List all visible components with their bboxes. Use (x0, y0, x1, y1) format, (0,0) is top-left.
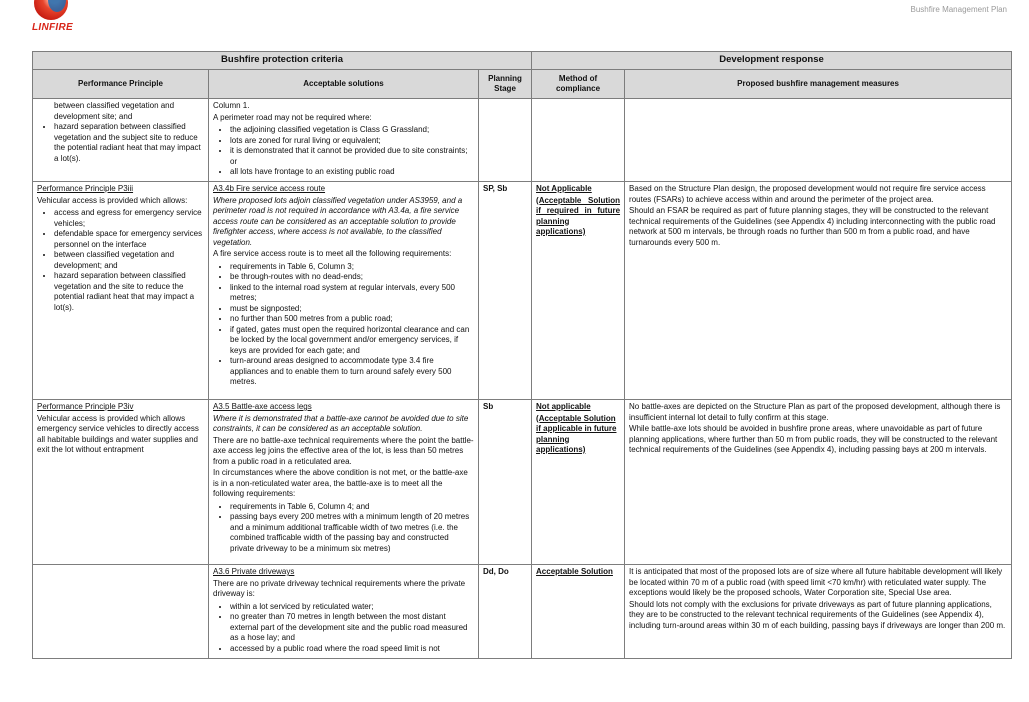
solutions-cell (209, 182, 479, 400)
group-header-response: Development response (532, 52, 1012, 70)
principle-cell (33, 182, 209, 400)
table-row (33, 99, 1012, 182)
solution-title: A3.4b Fire service access route (213, 184, 326, 193)
solution-title: A3.5 Battle-axe access legs (213, 402, 312, 411)
list-item: • requirements in Table 6, Column 4; and (230, 502, 474, 513)
method-cell (532, 565, 625, 659)
col-header-stage: Planning Stage (479, 70, 532, 99)
principle-cell (33, 400, 209, 565)
principle-title: Performance Principle P3iv (37, 402, 134, 411)
list-item: between classified vegetation and development site; and (54, 101, 175, 121)
group-header-criteria: Bushfire protection criteria (33, 52, 532, 70)
list-item: • lots are zoned for rural living or equivalent; (230, 136, 474, 147)
col-header-method: Method of compliance (532, 70, 625, 99)
measures-cell (625, 400, 1012, 565)
list-item: • if gated, gates must open the required horizontal clearance and can be locked by the local government and/or emergency services, if keys are provided for each gate; and (230, 325, 474, 357)
list-item: • access and egress for emergency service vehicles; (54, 208, 204, 229)
solution-text: A perimeter road may not be required where: (213, 112, 372, 122)
bushfire-criteria-table (32, 51, 1012, 659)
list-item: • requirements in Table 6, Column 3; (230, 262, 474, 273)
list-item: • accessed by a public road where the road speed limit is not (230, 644, 474, 655)
table-row (33, 400, 1012, 565)
list-item: • between classified vegetation and development; and (54, 250, 204, 271)
solution-text: In circumstances where the above condition is not met, or the battle-axe is in a non-reticulated water area, the battle-axe is to meet all the following requirements: (213, 468, 468, 498)
list-item: • hazard separation between classified vegetation and the subject site to reduce the potential radiant heat that may impact a lot(s). (54, 122, 204, 164)
measure-text: Based on the Structure Plan design, the proposed development would not require fire service access routes (FSARs) to achieve access within and around the perimeter of the project area. (629, 184, 986, 204)
col-header-principle: Performance Principle (33, 70, 209, 99)
solutions-cell (209, 565, 479, 659)
solutions-cell (209, 99, 479, 182)
solution-italic-text: Where proposed lots adjoin classified vegetation under AS3959, and a perimeter road is not required in accordance with A3.4a, a fire service access route can be considered as an acceptable solution to provide firefighter access, where access is not available, to the classified vegetation. (213, 195, 463, 247)
measure-text: Should lots not comply with the exclusions for private driveways as part of future planning applications, they are to be constructed to the relevant technical requirements of the Guidelines (see Appendix 4), including turn-around areas within 30 m of each building, passing bays if driveways are longer than 200 m. (629, 599, 1006, 630)
planning-stage-cell: Sb (479, 400, 532, 565)
measure-text: No battle-axes are depicted on the Structure Plan as part of the proposed development, although there is insufficient internal lot detail to fully confirm at this stage. (629, 402, 1001, 422)
principle-title: Performance Principle P3iii (37, 184, 134, 193)
principle-intro: Vehicular access is provided which allows emergency service vehicles to directly access all habitable buildings and water supplies and exit the lot without entrapment (37, 413, 199, 454)
principle-intro: Vehicular access is provided which allows: (37, 195, 188, 205)
list-item: • must be signposted; (230, 304, 474, 315)
method-text: (Acceptable Solution if required in future planning applications) (536, 195, 621, 236)
list-item: • linked to the internal road system at regular intervals, every 500 metres; (230, 283, 474, 304)
col-header-solutions: Acceptable solutions (209, 70, 479, 99)
list-item: • all lots have frontage to an existing public road (230, 167, 474, 178)
planning-stage-cell: SP, Sb (479, 182, 532, 400)
list-item: • the adjoining classified vegetation is Class G Grassland; (230, 125, 474, 136)
document-title: Bushfire Management Plan (910, 5, 1007, 14)
list-item: • within a lot serviced by reticulated water; (230, 602, 474, 613)
solution-text: There are no battle-axe technical requirements where the point the battle-axe access leg joins the effective area of the lot, is less than 50 metres from a public road in a reticulated area. (213, 435, 474, 466)
planning-stage-cell: Dd, Do (479, 565, 532, 659)
linfire-logo (30, 0, 80, 36)
method-text: Not Applicable (536, 184, 592, 193)
list-item: • defendable space for emergency services personnel on the interface (54, 229, 204, 250)
method-text: Not applicable (536, 402, 591, 411)
col-header-measures: Proposed bushfire management measures (625, 70, 1012, 99)
list-item: • it is demonstrated that it cannot be provided due to site constraints; or (230, 146, 474, 167)
list-item: • hazard separation between classified vegetation and the site to reduce the potential radiant heat that may impact a lot(s). (54, 271, 204, 313)
method-text: Acceptable Solution (536, 567, 613, 576)
solution-title: A3.6 Private driveways (213, 567, 295, 576)
measure-text: Should an FSAR be required as part of future planning stages, they will be constructed to the relevant technical requirements of the Guidelines (see Appendix 4) including interconnecting with the public road network at 500 m intervals, be through roads no further than 500 m from a public road, and have turnarounds every 500 m. (629, 206, 996, 247)
method-cell (532, 182, 625, 400)
solution-text: A fire service access route is to meet all the following requirements: (213, 249, 452, 258)
solution-text: Column 1. (213, 101, 250, 110)
list-item: • no further than 500 metres from a public road; (230, 314, 474, 325)
table-row (33, 182, 1012, 400)
measures-cell (625, 182, 1012, 400)
list-item: • passing bays every 200 metres with a minimum length of 20 metres and a minimum additional trafficable width of two metres (i.e. the combined trafficable width of the passing bay and constructed private driveway to be a minimum six metres) (230, 512, 474, 554)
table-row (33, 565, 1012, 659)
logo-text: LINFIRE (32, 22, 73, 33)
list-item: • turn-around areas designed to accommodate type 3.4 fire appliances and to enable them to turn around safely every 500 metres. (230, 356, 474, 388)
solution-text: There are no private driveway technical requirements where the private driveway is: (213, 578, 466, 598)
solution-italic-text: Where it is demonstrated that a battle-axe cannot be avoided due to site constraints, it can be considered as an acceptable solution. (213, 413, 469, 433)
measure-text: It is anticipated that most of the proposed lots are of size where all future habitable development will likely be located within 70 m of a public road (with speed limit <70 km/hr) with reticulated water supply. The exceptions would likely be the proposed schools, Water Corporation site, Special Use area. (629, 567, 1003, 597)
measures-cell (625, 565, 1012, 659)
measure-text: While battle-axe lots should be avoided in bushfire prone areas, where unavoidable as part of future planning applications, where further than 50 m from public roads, they will be constructed to the relevant technical requirements of the Guidelines (see Appendix 4), including passing bays at 200 m intervals. (629, 424, 998, 454)
method-cell (532, 400, 625, 565)
solutions-cell (209, 400, 479, 565)
method-text: (Acceptable Solution if applicable in future planning applications) (536, 413, 617, 454)
list-item: • no greater than 70 metres in length between the most distant external part of the development site and the public road measured as a hose lay; and (230, 612, 474, 644)
list-item: • be through-routes with no dead-ends; (230, 272, 474, 283)
principle-cell (33, 99, 209, 182)
